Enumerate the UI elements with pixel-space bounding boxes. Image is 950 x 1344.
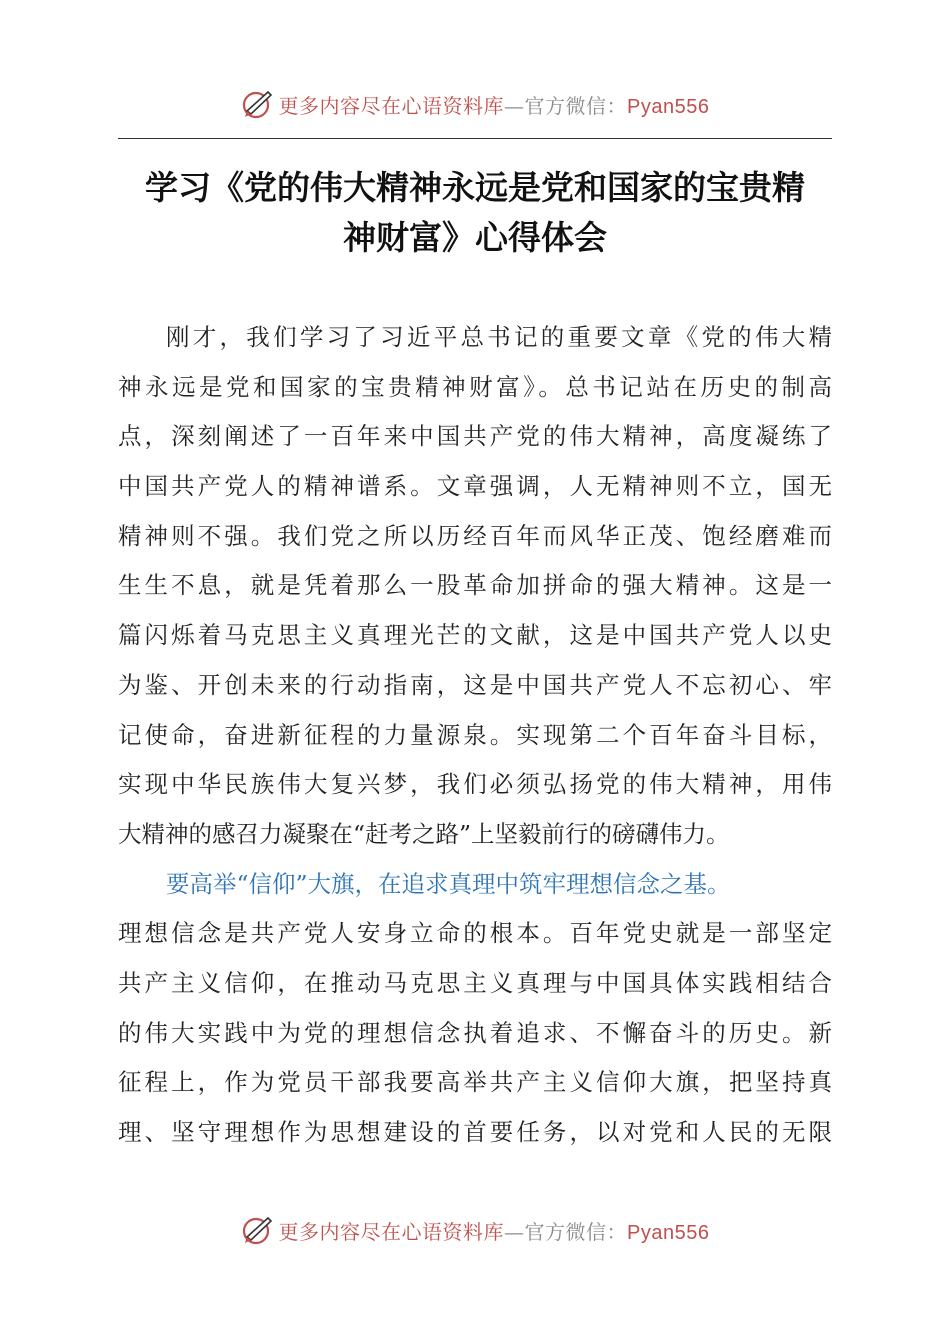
banner-dash: — — [504, 93, 525, 118]
banner-main: 更多内容尽在心语资料库 — [278, 93, 505, 118]
banner-main: 更多内容尽在心语资料库 — [278, 1219, 505, 1244]
body-line: 点，深刻阐述了一百年来中国共产党的伟大精神，高度凝练了 — [118, 422, 832, 451]
body-line: 神永远是党和国家的宝贵精神财富》。总书记站在历史的制高 — [118, 372, 832, 401]
body-line: 征程上，作为党员干部我要高举共产主义信仰大旗，把坚持真 — [118, 1068, 832, 1097]
body-line: 理、坚守理想作为思想建设的首要任务，以对党和人民的无限 — [118, 1118, 832, 1146]
body-line: 实现中华民族伟大复兴梦，我们必须弘扬党的伟大精神，用伟 — [118, 770, 832, 799]
pen-logo-icon — [241, 1213, 275, 1247]
title-line: 学习《党的伟大精神永远是党和国家的宝贵精 — [145, 168, 805, 207]
body-line: 生生不息，就是凭着那么一股革命加拼命的强大精神。这是一 — [118, 571, 832, 600]
body-line: 刚才，我们学习了习近平总书记的重要文章《党的伟大精 — [166, 323, 832, 351]
body-line: 大精神的感召力凝聚在“赶考之路”上坚毅前行的磅礴伟力。 — [118, 819, 730, 848]
page-title — [118, 163, 832, 263]
footer-banner — [0, 1210, 950, 1250]
banner-label: 官方微信： — [524, 1219, 628, 1244]
header-rule — [118, 138, 832, 139]
body-line: 的伟大实践中为党的理想信念执着追求、不懈奋斗的历史。新 — [118, 1018, 832, 1047]
banner-id: Pyan556 — [627, 1221, 710, 1244]
header-banner — [0, 84, 950, 124]
pen-logo-icon — [241, 87, 275, 121]
banner-id: Pyan556 — [627, 95, 710, 118]
body-line: 记使命，奋进新征程的力量源泉。实现第二个百年奋斗目标， — [118, 720, 832, 749]
body-line: 共产主义信仰，在推动马克思主义真理与中国具体实践相结合 — [118, 968, 832, 997]
document-body — [118, 313, 832, 1158]
body-line: 精神则不强。我们党之所以历经百年而风华正茂、饱经磨难而 — [118, 521, 832, 550]
body-line: 理想信念是共产党人安身立命的根本。百年党史就是一部坚定 — [118, 919, 832, 948]
body-line: 中国共产党人的精神谱系。文章强调，人无精神则不立，国无 — [118, 472, 832, 501]
banner-dash: — — [504, 1219, 525, 1244]
banner-label: 官方微信： — [524, 93, 628, 118]
body-line: 篇闪烁着马克思主义真理光芒的文献，这是中国共产党人以史 — [118, 621, 832, 650]
body-line: 为鉴、开创未来的行动指南，这是中国共产党人不忘初心、牢 — [118, 670, 832, 699]
banner-text — [279, 1216, 710, 1245]
section-heading: 要高举“信仰”大旗，在追求真理中筑牢理想信念之基。 — [166, 869, 731, 898]
title-line: 神财富》心得体会 — [343, 218, 607, 257]
banner-text — [279, 90, 710, 119]
